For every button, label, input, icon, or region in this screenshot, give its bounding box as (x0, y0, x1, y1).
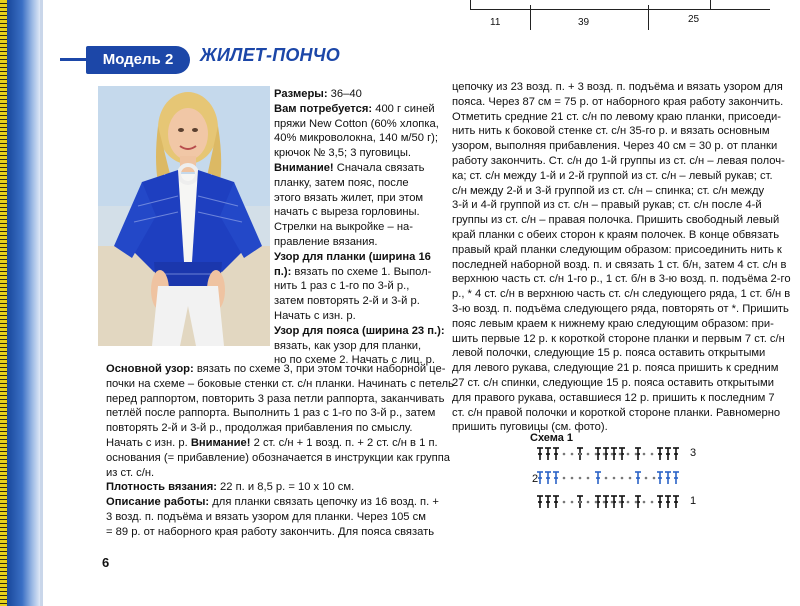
double-crochet-symbol (545, 448, 551, 460)
text-line (106, 451, 454, 466)
text-line (452, 272, 791, 287)
text-line (274, 117, 445, 132)
measurement-ruler (440, 0, 800, 30)
text-run: верхнюю часть ст. с/н 1-го р., 1 ст. б/н в 3-ю возд. п. подъёма 2-го (452, 273, 791, 286)
text-line (106, 362, 454, 377)
schema-title: Схема 1 (530, 432, 574, 444)
double-crochet-symbol (665, 472, 671, 484)
text-heading: Внимание! (190, 436, 251, 449)
text-column-description (452, 80, 791, 435)
text-line (106, 436, 454, 451)
text-line (452, 302, 791, 317)
model-bar-line (60, 58, 86, 61)
text-run: ст. с/н правой полочки и короткой стороне планки. Равномерно (452, 406, 781, 419)
text-line (274, 176, 445, 191)
text-run: для планки связать цепочку из 16 возд. п. + (209, 496, 439, 509)
text-run: почки на схеме – боковые стенки ст. с/н планки. Начинать с петель (106, 377, 454, 390)
text-run: Начать с изн. р. (274, 309, 356, 322)
text-run: пояс левым краем к нижнему краю следующим образом: при- (452, 317, 774, 330)
chain-dot (621, 477, 624, 480)
text-line (452, 228, 791, 243)
text-heading: п.): (274, 265, 292, 278)
text-run: = 89 р. от наборного края работу закончить. Для пояса связать (106, 525, 435, 538)
double-crochet-symbol (545, 472, 551, 484)
text-column-instructions (106, 362, 454, 540)
text-line (274, 205, 445, 220)
text-run: 3-й и 4-й группой из ст. с/н – правый рукав; ст. с/н после 4-й (452, 199, 762, 212)
chain-dot (627, 453, 630, 456)
text-run: из ст. с/н. (106, 466, 155, 479)
text-line (452, 110, 791, 125)
text-line (106, 377, 454, 392)
text-heading: Внимание! (274, 161, 334, 174)
crochet-chart (530, 444, 710, 529)
double-crochet-symbol (537, 448, 543, 460)
text-line (452, 287, 791, 302)
double-crochet-symbol (553, 448, 559, 460)
text-line (106, 466, 454, 481)
text-heading: Узор для пояса (ширина 23 п.): (274, 324, 445, 337)
text-run: Стрелки на выкройке – на- (274, 221, 413, 234)
page-title: ЖИЛЕТ-ПОНЧО (200, 45, 340, 65)
model-label: Модель 2 (86, 46, 190, 74)
chain-dot (587, 477, 590, 480)
text-run: начать с выреза горловины. (274, 206, 420, 219)
text-run: ка; ст. с/н между 1-й и 2-й группой из ст. с/н – левый рукав; ст. (452, 169, 773, 182)
chain-dot (605, 477, 608, 480)
text-line (452, 420, 791, 435)
text-run: крючок № 3,5; 3 пуговицы. (274, 147, 411, 160)
text-line (274, 146, 445, 161)
row-label: 1 (690, 495, 697, 507)
text-run: пришить пуговицы (см. фото). (452, 421, 608, 434)
chain-dot (651, 453, 654, 456)
text-run: планку, затем пояс, после (274, 176, 409, 189)
text-line (106, 392, 454, 407)
text-line (274, 131, 445, 146)
text-run: цепочку из 23 возд. п. + 3 возд. п. подъёма и вязать узором для (452, 81, 783, 93)
text-line (274, 87, 445, 102)
chain-dot (563, 453, 566, 456)
text-line (452, 80, 791, 95)
text-run: 3-ю возд. п. подъёма следующего ряда, повторять от *. Пришить (452, 302, 789, 315)
text-line (274, 250, 445, 265)
text-run: для правого рукава, оставшиеся 12 р. пришить к последним 7 (452, 391, 775, 404)
double-crochet-symbol (545, 496, 551, 508)
text-run: повторять 2-й и 3-й р., продолжая прибавления по смыслу. (106, 422, 413, 435)
chain-dot (571, 453, 574, 456)
text-line (106, 510, 454, 525)
double-crochet-symbol (553, 472, 559, 484)
text-run: правый край планки следующим образом: присоединить нить к (452, 243, 782, 256)
text-line (452, 95, 791, 110)
text-heading: Вам потребуется: (274, 102, 373, 115)
text-line (106, 480, 454, 495)
edge-ruler (0, 0, 7, 606)
text-line (452, 317, 791, 332)
text-line (274, 294, 445, 309)
double-crochet-symbol (657, 496, 663, 508)
text-line (452, 258, 791, 273)
chain-dot (571, 501, 574, 504)
text-line (106, 406, 454, 421)
text-run: 40% микроволокна, 140 м/50 г); (274, 132, 438, 145)
chain-dot (603, 501, 606, 504)
text-run: Начать с изн. р. (106, 436, 191, 449)
text-run: пряжи New Cotton (60% хлопка, (274, 117, 439, 130)
ruler-label: 39 (578, 17, 590, 28)
text-line (452, 198, 791, 213)
double-crochet-symbol (657, 472, 663, 484)
text-line (106, 421, 454, 436)
text-run: для левого рукава, следующие 21 р. пояса пришить к средним (452, 362, 779, 375)
page-number: 6 (102, 555, 110, 570)
text-run: шить первые 12 р. к короткой стороне планки и первым 7 ст. с/н (452, 332, 785, 345)
chain-dot (619, 501, 622, 504)
text-line (106, 525, 454, 540)
text-line (452, 184, 791, 199)
chain-dot (587, 453, 590, 456)
text-heading: Описание работы: (106, 496, 210, 509)
chain-dot (643, 501, 646, 504)
chain-dot (651, 501, 654, 504)
chain-dot (579, 501, 582, 504)
text-heading: Плотность вязания: (106, 481, 217, 494)
double-crochet-symbol (673, 448, 679, 460)
text-line (274, 161, 445, 176)
chain-dot (571, 477, 574, 480)
text-run: последней наборной возд. п. и связать 1 ст. б/н, затем 4 ст. с/н в (452, 258, 787, 271)
chain-dot (619, 453, 622, 456)
crochet-chart-drawing (530, 444, 710, 524)
text-run: перед раппортом, повторить 3 раза петли раппорта, заканчивать (106, 392, 445, 405)
text-line (452, 391, 791, 406)
text-heading: Основной узор: (106, 363, 194, 375)
chain-dot (613, 477, 616, 480)
double-crochet-symbol (595, 472, 601, 484)
text-heading: Размеры: (274, 88, 328, 100)
chain-dot (579, 453, 582, 456)
text-run: но по схеме 2. Начать с лиц. р. (274, 354, 435, 367)
text-run: левой полочки, следующие 15 р. пояса оставить открытыми (452, 347, 766, 360)
double-crochet-symbol (665, 448, 671, 460)
text-line (452, 332, 791, 347)
row-label: 2 (532, 473, 539, 485)
chain-dot (643, 453, 646, 456)
double-crochet-symbol (673, 496, 679, 508)
text-run: петлёй после раппорта. Выполнить 1 раз с 1-го по 3-й р., затем (106, 407, 436, 420)
text-run: пояса. Через 87 см = 75 р. от наборного края работу закончить. (452, 95, 784, 108)
text-line (452, 376, 791, 391)
chain-dot (595, 501, 598, 504)
text-line (452, 124, 791, 139)
text-run: этого вязать жилет, при этом (274, 191, 424, 204)
text-line (274, 279, 445, 294)
text-line (274, 309, 445, 324)
text-run: 400 г синей (372, 102, 435, 115)
text-run: работу закончить. Ст. с/н до 1-й группы из ст. с/н – левая полоч- (452, 154, 785, 167)
text-run: затем повторять 2-й и 3-й р. (274, 295, 420, 308)
text-line (452, 406, 791, 421)
row-label: 3 (690, 447, 697, 459)
text-column-materials (274, 87, 445, 368)
double-crochet-symbol (537, 496, 543, 508)
text-run: правление вязания. (274, 235, 378, 248)
text-heading: Узор для планки (ширина 16 (274, 250, 431, 263)
text-run: край планки с обеих сторон к краям полочек. В конце обвязать (452, 228, 780, 241)
text-line (452, 169, 791, 184)
text-line (274, 265, 445, 280)
chain-dot (645, 477, 648, 480)
text-line (274, 324, 445, 339)
text-line (452, 243, 791, 258)
text-run: узором, выполняя прибавления. Через 40 см = 30 р. от планки (452, 140, 778, 153)
text-line (274, 235, 445, 250)
text-run: 27 ст. с/н спинки, следующие 15 р. пояса оставить открытыми (452, 376, 774, 389)
double-crochet-symbol (657, 448, 663, 460)
photo-illustration (98, 86, 270, 346)
text-run: основания (= прибавление) обозначается в инструкции как группа (106, 451, 450, 464)
chain-dot (635, 453, 638, 456)
text-line (452, 346, 791, 361)
chain-dot (587, 501, 590, 504)
double-crochet-symbol (673, 472, 679, 484)
text-line (274, 339, 445, 354)
chain-dot (563, 501, 566, 504)
ruler-label: 25 (688, 14, 700, 25)
text-line (274, 220, 445, 235)
ruler-label: 11 (490, 17, 501, 28)
double-crochet-symbol (665, 496, 671, 508)
chain-dot (635, 501, 638, 504)
text-run: с/н между 2-й и 3-й группой из ст. с/н – спинка; ст. с/н между (452, 184, 765, 197)
text-line (274, 102, 445, 117)
spine-edge (40, 0, 43, 606)
chain-dot (611, 501, 614, 504)
text-run: 22 п. и 8,5 р. = 10 х 10 см. (216, 481, 355, 494)
text-run: вязать, как узор для планки, (274, 339, 422, 352)
text-run: вязать по схеме 1. Выпол- (291, 265, 432, 278)
chain-dot (563, 477, 566, 480)
text-line (452, 139, 791, 154)
text-line (106, 495, 454, 510)
text-run: 3 возд. п. подъёма и вязать узором для планки. Через 105 см (106, 510, 426, 523)
chain-dot (653, 477, 656, 480)
double-crochet-symbol (635, 472, 641, 484)
chain-dot (579, 477, 582, 480)
text-line (452, 213, 791, 228)
text-run: 2 ст. с/н + 1 возд. п. + 2 ст. с/н в 1 п. (250, 436, 438, 449)
chain-dot (603, 453, 606, 456)
text-run: нить 1 раз с 1-го по 3-й р., (274, 280, 410, 293)
text-run: р., * 4 ст. с/н в верхнюю часть ст. с/н следующего ряда, 1 ст. б/н в (452, 288, 791, 301)
text-run: Отметить средние 21 ст. с/н по левому краю планки, присоеди- (452, 110, 781, 123)
text-run: Сначала связать (333, 161, 425, 174)
chain-dot (627, 501, 630, 504)
double-crochet-symbol (553, 496, 559, 508)
text-line (452, 361, 791, 376)
text-run: 36–40 (327, 88, 362, 100)
text-run: группы из ст. с/н – правая полочка. Пришить свободный левый (452, 214, 780, 227)
model-photo (98, 86, 270, 346)
text-run: нить нить к боковой стенке ст. с/н 35-го р. и вязать основным (452, 125, 770, 138)
chain-dot (611, 453, 614, 456)
text-line (452, 154, 791, 169)
text-line (274, 191, 445, 206)
chain-dot (629, 477, 632, 480)
chain-dot (595, 453, 598, 456)
text-run: вязать по схеме 3, при этом точки наборной це- (193, 363, 446, 375)
